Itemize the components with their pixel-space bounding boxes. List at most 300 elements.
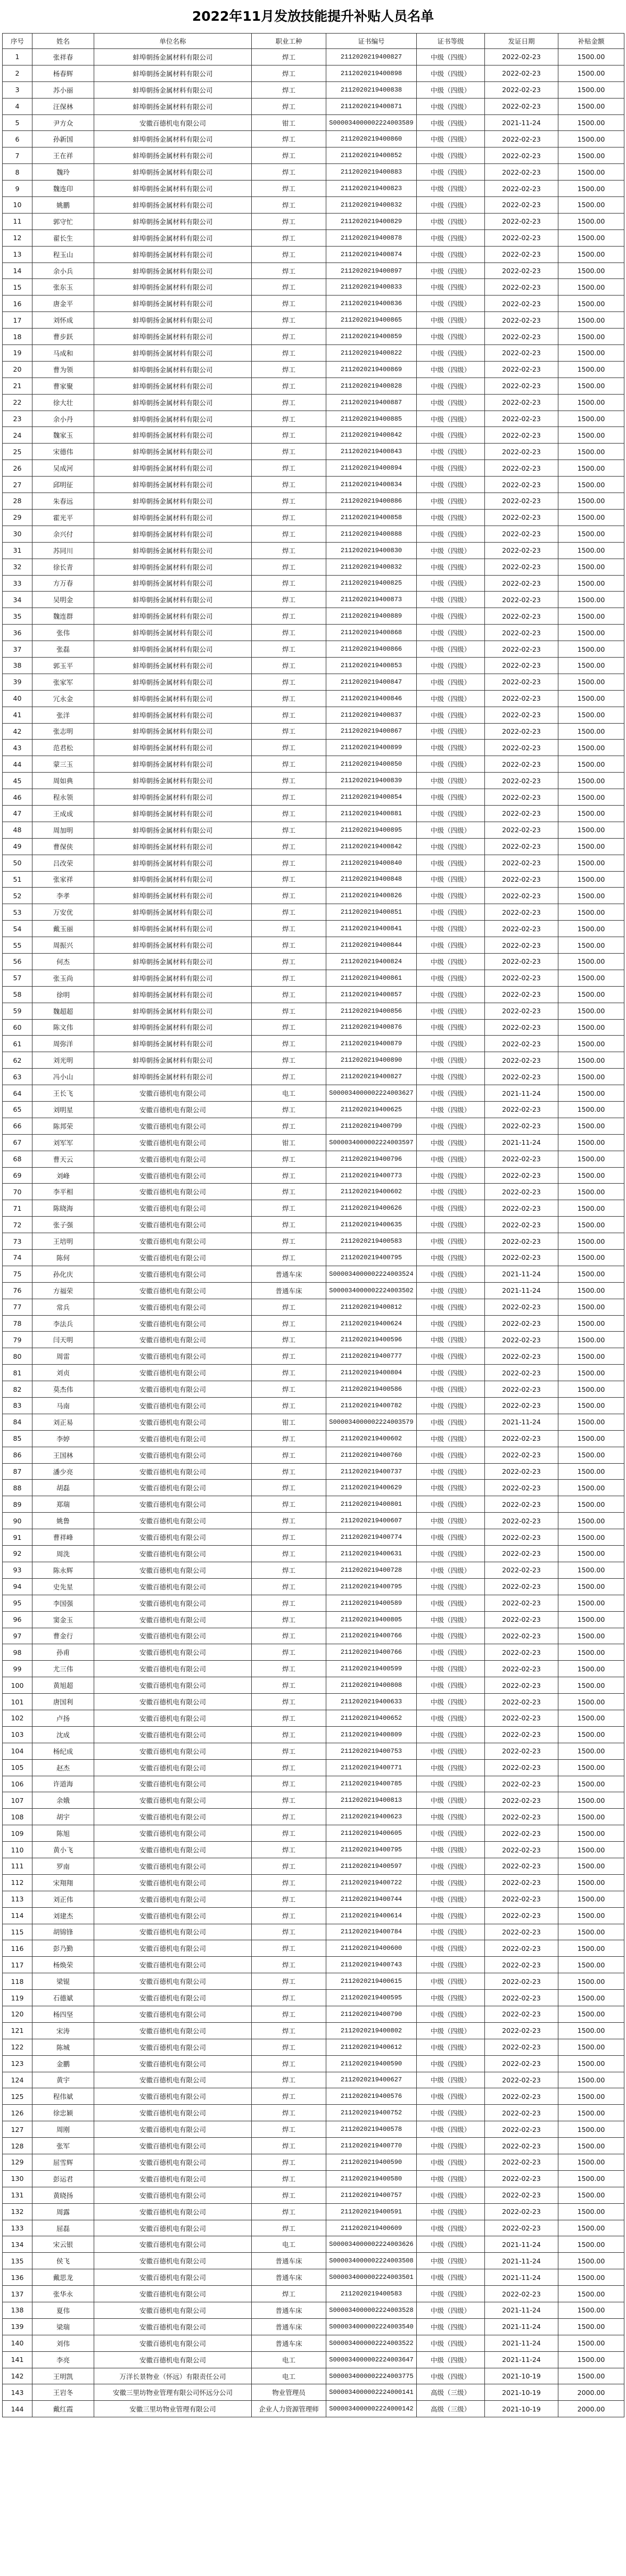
cell-certificate-level: 中级（四级） xyxy=(417,213,485,229)
cell-company: 安徽百德机电有限公司 xyxy=(94,2006,252,2022)
cell-subsidy-amount: 1500.00 xyxy=(558,1858,624,1874)
cell-subsidy-amount: 1500.00 xyxy=(558,1430,624,1447)
cell-certificate-level: 中级（四级） xyxy=(417,2368,485,2384)
cell-certificate-level: 中级（四级） xyxy=(417,1365,485,1381)
cell-company: 安徽百德机电有限公司 xyxy=(94,1381,252,1398)
cell-subsidy-amount: 1500.00 xyxy=(558,1414,624,1430)
cell-company: 蚌埠朝扬金属材料有限公司 xyxy=(94,1019,252,1036)
table-row xyxy=(3,690,624,707)
cell-occupation: 焊工 xyxy=(252,575,326,592)
cell-occupation: 焊工 xyxy=(252,1463,326,1480)
cell-subsidy-amount: 1500.00 xyxy=(558,2335,624,2351)
cell-subsidy-amount: 1500.00 xyxy=(558,2236,624,2253)
table-row xyxy=(3,1809,624,1825)
cell-name: 曹祥峰 xyxy=(32,1529,94,1546)
cell-certificate-number: 2112020219400753 xyxy=(326,1743,417,1759)
cell-certificate-number: 2112020219400744 xyxy=(326,1891,417,1907)
cell-name: 侯飞 xyxy=(32,2253,94,2269)
cell-index: 5 xyxy=(3,114,32,131)
cell-name: 胡宇 xyxy=(32,1809,94,1825)
table-row xyxy=(3,1858,624,1874)
cell-certificate-level: 中级（四级） xyxy=(417,871,485,888)
cell-certificate-number: S000034000002224003508 xyxy=(326,2253,417,2269)
cell-index: 6 xyxy=(3,131,32,147)
cell-subsidy-amount: 1500.00 xyxy=(558,1661,624,1677)
cell-certificate-number: 2112020219400888 xyxy=(326,526,417,542)
cell-issue-date: 2022-02-23 xyxy=(485,1447,558,1463)
cell-issue-date: 2021-11-24 xyxy=(485,2351,558,2368)
cell-occupation: 焊工 xyxy=(252,937,326,954)
cell-occupation: 焊工 xyxy=(252,740,326,756)
table-row xyxy=(3,1266,624,1282)
cell-company: 安徽百德机电有限公司 xyxy=(94,1776,252,1792)
cell-occupation: 焊工 xyxy=(252,1398,326,1414)
cell-issue-date: 2022-02-23 xyxy=(485,1874,558,1891)
cell-name: 程伟斌 xyxy=(32,2088,94,2105)
cell-subsidy-amount: 1500.00 xyxy=(558,2253,624,2269)
cell-company: 蚌埠朝扬金属材料有限公司 xyxy=(94,641,252,658)
cell-occupation: 普通车床 xyxy=(252,2335,326,2351)
cell-subsidy-amount: 1500.00 xyxy=(558,1184,624,1200)
cell-company: 蚌埠朝扬金属材料有限公司 xyxy=(94,723,252,740)
cell-subsidy-amount: 1500.00 xyxy=(558,822,624,838)
table-row xyxy=(3,164,624,181)
cell-issue-date: 2022-02-23 xyxy=(485,1825,558,1842)
header-name: 姓名 xyxy=(32,34,94,49)
cell-occupation: 焊工 xyxy=(252,1529,326,1546)
cell-occupation: 焊工 xyxy=(252,1003,326,1019)
cell-name: 闫天明 xyxy=(32,1332,94,1348)
cell-company: 安徽百德机电有限公司 xyxy=(94,1496,252,1513)
cell-certificate-number: 2112020219400795 xyxy=(326,1250,417,1266)
cell-issue-date: 2022-02-23 xyxy=(485,542,558,559)
table-row xyxy=(3,970,624,986)
cell-index: 27 xyxy=(3,477,32,493)
cell-company: 安徽百德机电有限公司 xyxy=(94,1858,252,1874)
table-row xyxy=(3,723,624,740)
cell-certificate-level: 中级（四级） xyxy=(417,1036,485,1052)
cell-issue-date: 2022-02-23 xyxy=(485,1973,558,1990)
header-index: 序号 xyxy=(3,34,32,49)
cell-name: 张洋 xyxy=(32,707,94,723)
cell-certificate-number: S000034000002224003524 xyxy=(326,1266,417,1282)
cell-subsidy-amount: 1500.00 xyxy=(558,756,624,773)
cell-certificate-number: 2112020219400777 xyxy=(326,1348,417,1365)
cell-occupation: 焊工 xyxy=(252,411,326,427)
cell-certificate-level: 中级（四级） xyxy=(417,970,485,986)
table-row xyxy=(3,1940,624,1957)
cell-name: 魏玲 xyxy=(32,164,94,181)
table-row xyxy=(3,312,624,329)
cell-company: 安徽百德机电有限公司 xyxy=(94,1726,252,1743)
table-row xyxy=(3,1578,624,1595)
cell-company: 安徽百德机电有限公司 xyxy=(94,2318,252,2335)
cell-name: 屈磊 xyxy=(32,2220,94,2236)
cell-occupation: 焊工 xyxy=(252,1957,326,1973)
cell-occupation: 钳工 xyxy=(252,1134,326,1151)
cell-index: 135 xyxy=(3,2253,32,2269)
cell-index: 64 xyxy=(3,1085,32,1102)
cell-company: 安徽百德机电有限公司 xyxy=(94,2138,252,2154)
cell-occupation: 焊工 xyxy=(252,477,326,493)
table-row xyxy=(3,1348,624,1365)
cell-company: 蚌埠朝扬金属材料有限公司 xyxy=(94,181,252,197)
table-row xyxy=(3,2384,624,2401)
cell-company: 安徽百德机电有限公司 xyxy=(94,2286,252,2302)
cell-company: 安徽百德机电有限公司 xyxy=(94,1217,252,1233)
cell-certificate-level: 中级（四级） xyxy=(417,361,485,378)
cell-occupation: 焊工 xyxy=(252,394,326,411)
subsidy-table xyxy=(2,33,624,2417)
cell-index: 63 xyxy=(3,1069,32,1085)
cell-occupation: 焊工 xyxy=(252,49,326,65)
cell-index: 91 xyxy=(3,1529,32,1546)
cell-certificate-number: 2112020219400833 xyxy=(326,279,417,296)
cell-issue-date: 2022-02-23 xyxy=(485,1677,558,1694)
cell-occupation: 焊工 xyxy=(252,1644,326,1661)
table-row xyxy=(3,1496,624,1513)
cell-occupation: 焊工 xyxy=(252,1167,326,1184)
cell-company: 安徽百德机电有限公司 xyxy=(94,1233,252,1250)
table-row xyxy=(3,953,624,970)
cell-certificate-number: 2112020219400609 xyxy=(326,2220,417,2236)
cell-certificate-level: 中级（四级） xyxy=(417,1233,485,1250)
cell-subsidy-amount: 1500.00 xyxy=(558,1957,624,1973)
cell-index: 81 xyxy=(3,1365,32,1381)
cell-issue-date: 2021-11-24 xyxy=(485,1085,558,1102)
cell-certificate-number: 2112020219400583 xyxy=(326,1233,417,1250)
cell-certificate-number: 2112020219400898 xyxy=(326,65,417,81)
cell-name: 余兴付 xyxy=(32,526,94,542)
cell-index: 120 xyxy=(3,2006,32,2022)
cell-index: 96 xyxy=(3,1611,32,1628)
cell-index: 41 xyxy=(3,707,32,723)
cell-subsidy-amount: 1500.00 xyxy=(558,723,624,740)
cell-name: 杨纪成 xyxy=(32,1743,94,1759)
cell-certificate-number: 2112020219400836 xyxy=(326,296,417,312)
cell-name: 陈永辉 xyxy=(32,1562,94,1578)
cell-issue-date: 2022-02-23 xyxy=(485,1299,558,1315)
cell-occupation: 普通车床 xyxy=(252,2318,326,2335)
cell-name: 马南 xyxy=(32,1398,94,1414)
cell-certificate-number: 2112020219400799 xyxy=(326,1118,417,1134)
cell-certificate-level: 中级（四级） xyxy=(417,2253,485,2269)
cell-occupation: 焊工 xyxy=(252,1611,326,1628)
cell-issue-date: 2022-02-23 xyxy=(485,2039,558,2055)
cell-issue-date: 2022-02-23 xyxy=(485,65,558,81)
cell-certificate-level: 中级（四级） xyxy=(417,1529,485,1546)
cell-certificate-level: 中级（四级） xyxy=(417,1134,485,1151)
cell-occupation: 焊工 xyxy=(252,2154,326,2171)
cell-issue-date: 2022-02-23 xyxy=(485,147,558,164)
cell-index: 117 xyxy=(3,1957,32,1973)
table-row xyxy=(3,789,624,806)
cell-name: 魏连群 xyxy=(32,608,94,625)
cell-index: 16 xyxy=(3,296,32,312)
cell-index: 25 xyxy=(3,444,32,460)
table-row xyxy=(3,805,624,822)
cell-certificate-level: 中级（四级） xyxy=(417,674,485,690)
table-row xyxy=(3,641,624,658)
cell-issue-date: 2022-02-23 xyxy=(485,181,558,197)
cell-index: 22 xyxy=(3,394,32,411)
cell-certificate-level: 中级（四级） xyxy=(417,625,485,641)
cell-certificate-level: 中级（四级） xyxy=(417,2351,485,2368)
cell-name: 唐金平 xyxy=(32,296,94,312)
cell-certificate-number: 2112020219400869 xyxy=(326,361,417,378)
cell-certificate-number: 2112020219400883 xyxy=(326,164,417,181)
cell-index: 36 xyxy=(3,625,32,641)
cell-occupation: 焊工 xyxy=(252,2072,326,2088)
cell-name: 陈城 xyxy=(32,2039,94,2055)
cell-name: 苏同川 xyxy=(32,542,94,559)
table-row xyxy=(3,394,624,411)
table-row xyxy=(3,1529,624,1546)
cell-certificate-number: 2112020219400881 xyxy=(326,805,417,822)
cell-occupation: 焊工 xyxy=(252,1677,326,1694)
cell-issue-date: 2021-11-24 xyxy=(485,2236,558,2253)
cell-name: 汪保林 xyxy=(32,98,94,114)
cell-occupation: 焊工 xyxy=(252,2121,326,2138)
cell-certificate-number: 2112020219400812 xyxy=(326,1299,417,1315)
cell-subsidy-amount: 1500.00 xyxy=(558,427,624,444)
cell-subsidy-amount: 1500.00 xyxy=(558,2088,624,2105)
cell-certificate-level: 高级（三级） xyxy=(417,2384,485,2401)
cell-certificate-number: 2112020219400865 xyxy=(326,312,417,329)
cell-occupation: 焊工 xyxy=(252,888,326,904)
cell-name: 李婷 xyxy=(32,1430,94,1447)
cell-name: 沈成 xyxy=(32,1726,94,1743)
cell-name: 朱春远 xyxy=(32,493,94,510)
cell-name: 曹步跃 xyxy=(32,329,94,345)
cell-subsidy-amount: 1500.00 xyxy=(558,559,624,575)
table-row xyxy=(3,262,624,279)
cell-subsidy-amount: 1500.00 xyxy=(558,904,624,921)
cell-index: 83 xyxy=(3,1398,32,1414)
cell-name: 胡磊 xyxy=(32,1480,94,1496)
table-row xyxy=(3,1463,624,1480)
cell-certificate-number: 2112020219400866 xyxy=(326,641,417,658)
cell-certificate-level: 中级（四级） xyxy=(417,279,485,296)
table-row xyxy=(3,1315,624,1332)
cell-index: 85 xyxy=(3,1430,32,1447)
cell-certificate-number: 2112020219400894 xyxy=(326,460,417,477)
cell-name: 魏超超 xyxy=(32,1003,94,1019)
cell-name: 周露 xyxy=(32,2203,94,2220)
table-row xyxy=(3,1184,624,1200)
cell-issue-date: 2022-02-23 xyxy=(485,953,558,970)
cell-subsidy-amount: 1500.00 xyxy=(558,1167,624,1184)
cell-subsidy-amount: 1500.00 xyxy=(558,2368,624,2384)
cell-name: 杨春辉 xyxy=(32,65,94,81)
cell-company: 蚌埠朝扬金属材料有限公司 xyxy=(94,65,252,81)
cell-certificate-number: 2112020219400615 xyxy=(326,1973,417,1990)
table-row xyxy=(3,740,624,756)
cell-certificate-level: 中级（四级） xyxy=(417,1085,485,1102)
cell-certificate-number: 2112020219400614 xyxy=(326,1907,417,1924)
cell-occupation: 焊工 xyxy=(252,1069,326,1085)
cell-certificate-level: 中级（四级） xyxy=(417,1809,485,1825)
cell-name: 姚鲁 xyxy=(32,1513,94,1529)
cell-occupation: 焊工 xyxy=(252,1200,326,1217)
cell-index: 86 xyxy=(3,1447,32,1463)
table-row xyxy=(3,871,624,888)
cell-occupation: 焊工 xyxy=(252,65,326,81)
cell-certificate-level: 中级（四级） xyxy=(417,378,485,394)
cell-name: 陈旭 xyxy=(32,1825,94,1842)
cell-certificate-level: 高级（三级） xyxy=(417,2401,485,2417)
cell-name: 蒙三玉 xyxy=(32,756,94,773)
cell-subsidy-amount: 1500.00 xyxy=(558,411,624,427)
cell-certificate-level: 中级（四级） xyxy=(417,1496,485,1513)
cell-certificate-number: S000034000002224003528 xyxy=(326,2302,417,2319)
cell-company: 安徽百德机电有限公司 xyxy=(94,1200,252,1217)
cell-subsidy-amount: 1500.00 xyxy=(558,378,624,394)
cell-certificate-number: 2112020219400578 xyxy=(326,2121,417,2138)
cell-occupation: 焊工 xyxy=(252,773,326,789)
cell-subsidy-amount: 1500.00 xyxy=(558,246,624,262)
cell-certificate-level: 中级（四级） xyxy=(417,1282,485,1299)
cell-name: 史先星 xyxy=(32,1578,94,1595)
cell-certificate-level: 中级（四级） xyxy=(417,1266,485,1282)
table-row xyxy=(3,65,624,81)
cell-index: 28 xyxy=(3,493,32,510)
cell-certificate-level: 中级（四级） xyxy=(417,723,485,740)
table-row xyxy=(3,756,624,773)
cell-subsidy-amount: 1500.00 xyxy=(558,1940,624,1957)
cell-company: 安徽百德机电有限公司 xyxy=(94,1644,252,1661)
cell-occupation: 焊工 xyxy=(252,871,326,888)
cell-subsidy-amount: 1500.00 xyxy=(558,2006,624,2022)
cell-issue-date: 2022-02-23 xyxy=(485,1118,558,1134)
cell-index: 111 xyxy=(3,1858,32,1874)
cell-index: 44 xyxy=(3,756,32,773)
cell-certificate-number: 2112020219400859 xyxy=(326,329,417,345)
cell-certificate-number: 2112020219400846 xyxy=(326,690,417,707)
cell-occupation: 焊工 xyxy=(252,904,326,921)
cell-certificate-number: 2112020219400737 xyxy=(326,1463,417,1480)
cell-certificate-number: 2112020219400752 xyxy=(326,2105,417,2121)
cell-occupation: 焊工 xyxy=(252,345,326,362)
cell-certificate-number: 2112020219400773 xyxy=(326,1167,417,1184)
cell-name: 周弥洋 xyxy=(32,1036,94,1052)
cell-company: 蚌埠朝扬金属材料有限公司 xyxy=(94,674,252,690)
table-row xyxy=(3,2072,624,2088)
cell-issue-date: 2022-02-23 xyxy=(485,1200,558,1217)
cell-subsidy-amount: 1500.00 xyxy=(558,690,624,707)
cell-name: 王成成 xyxy=(32,805,94,822)
cell-index: 4 xyxy=(3,98,32,114)
cell-index: 57 xyxy=(3,970,32,986)
cell-name: 张家军 xyxy=(32,674,94,690)
table-row xyxy=(3,246,624,262)
cell-name: 张东玉 xyxy=(32,279,94,296)
cell-subsidy-amount: 1500.00 xyxy=(558,2318,624,2335)
cell-occupation: 物业管理员 xyxy=(252,2384,326,2401)
cell-occupation: 焊工 xyxy=(252,296,326,312)
cell-company: 蚌埠朝扬金属材料有限公司 xyxy=(94,460,252,477)
cell-index: 56 xyxy=(3,953,32,970)
cell-certificate-level: 中级（四级） xyxy=(417,1825,485,1842)
cell-subsidy-amount: 1500.00 xyxy=(558,2072,624,2088)
cell-index: 131 xyxy=(3,2187,32,2203)
cell-certificate-level: 中级（四级） xyxy=(417,888,485,904)
cell-occupation: 电工 xyxy=(252,2351,326,2368)
cell-occupation: 普通车床 xyxy=(252,1282,326,1299)
cell-certificate-number: 2112020219400590 xyxy=(326,2055,417,2072)
cell-occupation: 焊工 xyxy=(252,2039,326,2055)
cell-index: 31 xyxy=(3,542,32,559)
table-row xyxy=(3,411,624,427)
cell-certificate-number: 2112020219400625 xyxy=(326,1102,417,1118)
cell-subsidy-amount: 1500.00 xyxy=(558,625,624,641)
cell-certificate-level: 中级（四级） xyxy=(417,1562,485,1578)
table-row xyxy=(3,49,624,65)
cell-company: 蚌埠朝扬金属材料有限公司 xyxy=(94,81,252,98)
cell-certificate-number: 2112020219400868 xyxy=(326,625,417,641)
cell-certificate-level: 中级（四级） xyxy=(417,1315,485,1332)
cell-name: 邱明征 xyxy=(32,477,94,493)
cell-index: 23 xyxy=(3,411,32,427)
cell-certificate-number: 2112020219400895 xyxy=(326,822,417,838)
cell-issue-date: 2022-02-23 xyxy=(485,1578,558,1595)
cell-company: 蚌埠朝扬金属材料有限公司 xyxy=(94,361,252,378)
cell-certificate-number: 2112020219400851 xyxy=(326,904,417,921)
cell-occupation: 焊工 xyxy=(252,608,326,625)
cell-certificate-number: 2112020219400766 xyxy=(326,1628,417,1644)
cell-certificate-level: 中级（四级） xyxy=(417,229,485,246)
table-row xyxy=(3,460,624,477)
cell-company: 安徽百德机电有限公司 xyxy=(94,1134,252,1151)
cell-name: 李平相 xyxy=(32,1184,94,1200)
cell-company: 安徽百德机电有限公司 xyxy=(94,1102,252,1118)
cell-index: 133 xyxy=(3,2220,32,2236)
cell-subsidy-amount: 1500.00 xyxy=(558,888,624,904)
cell-index: 67 xyxy=(3,1134,32,1151)
cell-name: 陈文伟 xyxy=(32,1019,94,1036)
cell-name: 曹金行 xyxy=(32,1628,94,1644)
cell-issue-date: 2021-11-24 xyxy=(485,1134,558,1151)
cell-certificate-level: 中级（四级） xyxy=(417,542,485,559)
cell-company: 安徽百德机电有限公司 xyxy=(94,2170,252,2187)
table-row xyxy=(3,1513,624,1529)
cell-certificate-level: 中级（四级） xyxy=(417,1611,485,1628)
cell-issue-date: 2022-02-23 xyxy=(485,2220,558,2236)
cell-issue-date: 2021-11-24 xyxy=(485,2318,558,2335)
cell-occupation: 焊工 xyxy=(252,1973,326,1990)
table-row xyxy=(3,114,624,131)
cell-occupation: 焊工 xyxy=(252,1496,326,1513)
table-row xyxy=(3,2105,624,2121)
cell-certificate-number: 2112020219400873 xyxy=(326,592,417,608)
cell-certificate-level: 中级（四级） xyxy=(417,2105,485,2121)
cell-issue-date: 2022-02-23 xyxy=(485,1250,558,1266)
cell-issue-date: 2022-02-23 xyxy=(485,1628,558,1644)
cell-certificate-number: S000034000002224003522 xyxy=(326,2335,417,2351)
table-row xyxy=(3,1546,624,1562)
table-row xyxy=(3,855,624,871)
cell-company: 蚌埠朝扬金属材料有限公司 xyxy=(94,493,252,510)
table-row xyxy=(3,1710,624,1726)
cell-issue-date: 2022-02-23 xyxy=(485,937,558,954)
cell-name: 刘明星 xyxy=(32,1102,94,1118)
cell-certificate-level: 中级（四级） xyxy=(417,608,485,625)
table-row xyxy=(3,1332,624,1348)
table-row xyxy=(3,592,624,608)
cell-subsidy-amount: 1500.00 xyxy=(558,131,624,147)
cell-certificate-number: 2112020219400790 xyxy=(326,2006,417,2022)
cell-certificate-number: S000034000002224003647 xyxy=(326,2351,417,2368)
